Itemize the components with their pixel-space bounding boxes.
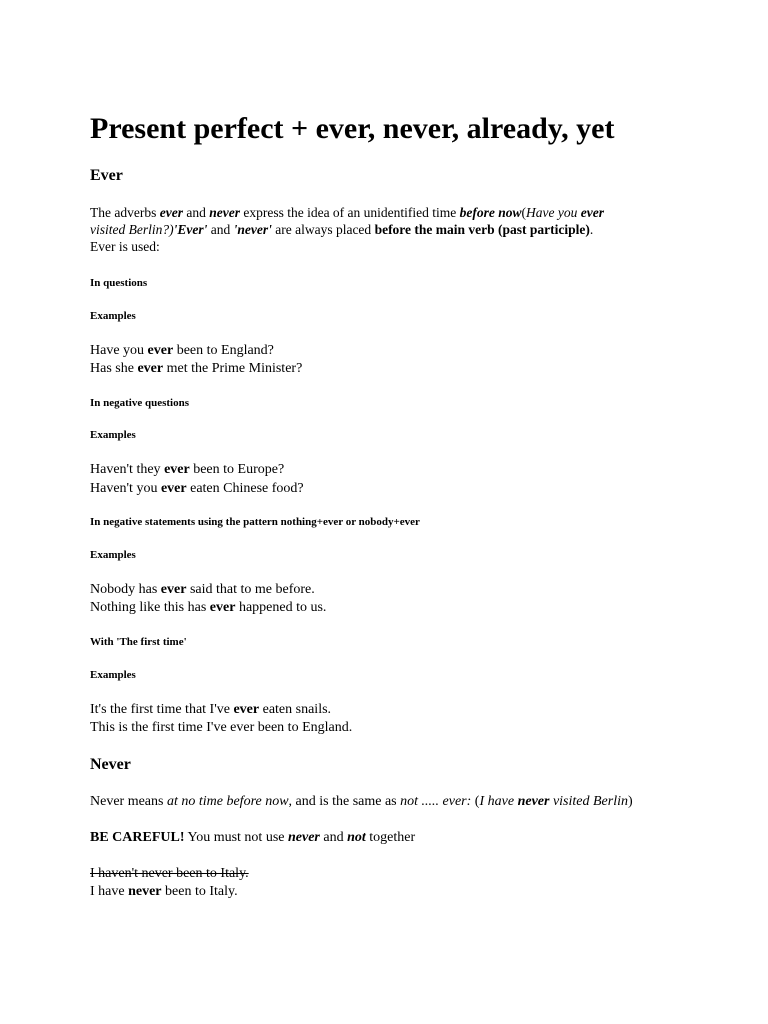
section-heading-ever: Ever bbox=[90, 167, 123, 184]
label-examples: Examples bbox=[90, 669, 136, 681]
term-ever: ever bbox=[159, 205, 183, 220]
example-line: Nobody has ever said that to me before. bbox=[90, 582, 315, 597]
example-inline: visited Berlin?) bbox=[90, 222, 174, 237]
label-examples: Examples bbox=[90, 549, 136, 561]
label-in-questions: In questions bbox=[90, 277, 148, 289]
section-heading-never: Never bbox=[90, 756, 131, 773]
example-line: Have you ever been to England? bbox=[90, 343, 274, 358]
label-examples: Examples bbox=[90, 429, 136, 441]
term-before-now: before now bbox=[459, 205, 522, 220]
text: express the idea of an unidentified time bbox=[239, 205, 460, 220]
label-in-negative-questions: In negative questions bbox=[90, 397, 190, 409]
label-negative-statements: In negative statements using the pattern nothing+ever or nobody+ever bbox=[90, 516, 420, 528]
example-line: Haven't they ever been to Europe? bbox=[90, 462, 285, 477]
placement-rule: before the main verb (past participle) bbox=[374, 222, 590, 237]
text: . bbox=[589, 222, 594, 237]
text: and bbox=[207, 222, 234, 237]
correct-example: I have never been to Italy. bbox=[90, 884, 238, 899]
term-never: never bbox=[209, 205, 240, 220]
page-title: Present perfect + ever, never, already, yet bbox=[90, 112, 615, 145]
never-definition: Never means at no time before now, and is the same as not ..... ever: (I have never visited Berlin) bbox=[90, 794, 633, 809]
label-examples: Examples bbox=[90, 310, 136, 322]
term-ever-quoted: 'Ever' bbox=[173, 222, 208, 237]
example-line: This is the first time I've ever been to England. bbox=[90, 720, 353, 735]
example-line: Haven't you ever eaten Chinese food? bbox=[90, 481, 304, 496]
text: The adverbs bbox=[90, 205, 160, 220]
text: are always placed bbox=[271, 222, 375, 237]
term-never-quoted: 'never' bbox=[233, 222, 272, 237]
example-line: It's the first time that I've ever eaten snails. bbox=[90, 702, 332, 717]
term-ever: ever bbox=[580, 205, 604, 220]
label-first-time: With 'The first time' bbox=[90, 636, 187, 648]
example-line: Nothing like this has ever happened to us. bbox=[90, 600, 327, 615]
careful-note: BE CAREFUL! You must not use never and not together bbox=[90, 830, 416, 845]
ever-intro-paragraph bbox=[90, 204, 680, 255]
example-inline: Have you bbox=[526, 205, 581, 220]
incorrect-example: I haven't never been to Italy. bbox=[90, 866, 249, 881]
text: ( bbox=[521, 205, 527, 220]
text: and bbox=[182, 205, 210, 220]
example-line: Has she ever met the Prime Minister? bbox=[90, 361, 303, 376]
text: Ever is used: bbox=[90, 239, 160, 254]
